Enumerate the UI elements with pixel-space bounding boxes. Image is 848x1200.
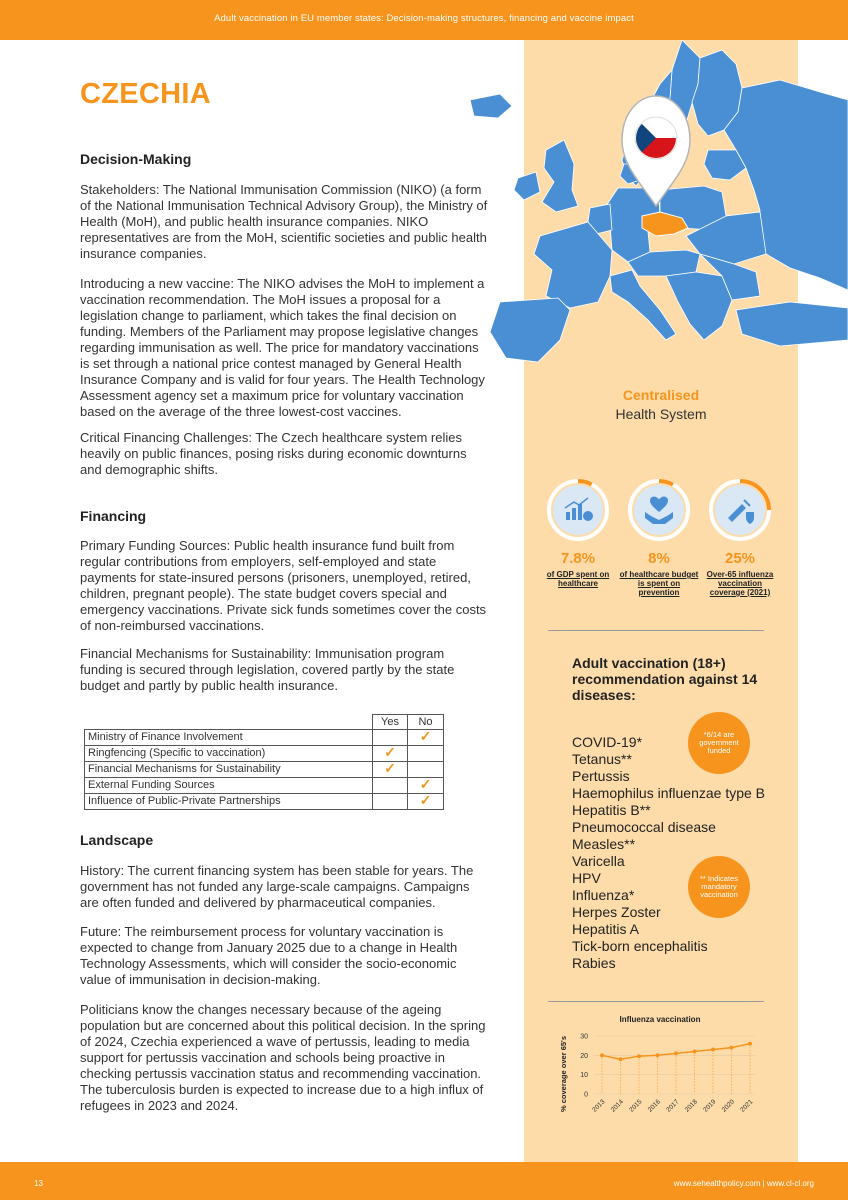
list-item: Hepatitis A — [572, 921, 639, 937]
politics-paragraph: Politicians know the changes necessary because of the ageing population but are concerned about this political decision. In the spring of 2024, Czechia experienced a wave of pertussis, leading to media support for pertussis vaccination and schools being proactive in checking pertussis vaccination status and recommending vaccination. The tuberculosis burden is expected to increase due to a high influx of refugees in 2023 and 2024. — [80, 1002, 486, 1113]
stat-gdp-label: of GDP spent on healthcare — [546, 570, 610, 588]
table-corner — [85, 715, 373, 730]
stat-prevention-value: 8% — [648, 550, 670, 567]
table-header-yes: Yes — [373, 715, 408, 730]
future-paragraph: Future: The reimbursement process for voluntary vaccination is expected to change from January 2025 due to a change in Health Technology Assessments, which will consider the socio-economic value of immunisation in decision-making. — [80, 924, 458, 987]
influenza-chart — [550, 1008, 770, 1128]
x-tick-label: 2021 — [739, 1098, 755, 1114]
stat-prevention-ring — [627, 478, 691, 542]
list-item: COVID-19* — [572, 734, 643, 750]
y-tick-label: 30 — [580, 1033, 588, 1041]
page-number: 13 — [34, 1179, 43, 1188]
health-system-type — [524, 387, 798, 422]
stat-flu-coverage-label: Over-65 influenza vaccination coverage (2021) — [706, 570, 774, 597]
health-system-type-bold: Centralised — [622, 387, 700, 403]
new-vaccine-paragraph: Introducing a new vaccine: The NIKO advises the MoH to implement a vaccination recommendation. The MoH issues a proposal for a legislation change to parliament, which takes the final decision on funding. Members of the Parliament may propose legislative changes regarding immunisation as well. The price for mandatory vaccinations is set through a national price contest managed by General Health Insurance Company and is valid for four years. The Health Technology Assessment agency set a maximum price for voluntary vaccination based on the average of the three lowest-cost vaccines. — [80, 276, 485, 419]
list-item: Hepatitis B** — [572, 802, 651, 818]
page-title: CZECHIA — [80, 78, 211, 110]
stat-gdp-value: 7.8% — [560, 550, 596, 567]
table-row — [85, 794, 444, 810]
table-cell-no — [408, 730, 444, 746]
stat-flu-coverage-value: 25% — [724, 550, 756, 567]
data-point — [730, 1046, 734, 1050]
x-tick-label: 2014 — [609, 1098, 625, 1114]
table-cell-no — [408, 746, 444, 762]
table-cell-no — [408, 794, 444, 810]
y-tick-label: 0 — [584, 1091, 588, 1099]
y-tick-label: 20 — [580, 1052, 588, 1060]
checkmark-icon: ✓ — [384, 760, 396, 776]
table-cell-yes — [373, 794, 408, 810]
data-point — [711, 1048, 715, 1052]
stakeholders-paragraph: Stakeholders: The National Immunisation Commission (NIKO) (a form of the National Immunisation Technical Advisory Group), the Ministry of Health (MoH), and public health insurance companies. NIKO representatives are from the MoH, scientific societies and public health insurance companies. — [80, 182, 488, 261]
list-item: Influenza* — [572, 887, 635, 903]
europe-map — [460, 40, 848, 390]
footer-bar — [0, 1162, 848, 1200]
table-row — [85, 762, 444, 778]
section-divider-2 — [548, 1001, 764, 1002]
table-row-label: External Funding Sources — [85, 778, 373, 794]
data-point — [637, 1054, 641, 1058]
mandatory-vaccination-note: ** Indicates mandatory vaccination — [688, 856, 750, 918]
chart-title: Influenza vaccination — [619, 1015, 701, 1024]
list-item: Herpes Zoster — [572, 904, 661, 920]
list-item: Tick-born encephalitis — [572, 938, 708, 954]
stat-prevention-label: of healthcare budget is spent on prevention — [619, 570, 699, 597]
progress-ring-arc — [659, 481, 673, 485]
checkmark-icon: ✓ — [419, 728, 432, 744]
chart-y-axis-label: % coverage over 65's — [559, 1036, 568, 1112]
header-bar — [0, 0, 848, 40]
list-item: HPV — [572, 870, 601, 886]
list-item: Pneumococcal disease — [572, 819, 716, 835]
checkmark-icon: ✓ — [419, 792, 432, 808]
x-tick-label: 2018 — [683, 1098, 699, 1114]
table-row — [85, 778, 444, 794]
table-row-label: Financial Mechanisms for Sustainability — [85, 762, 373, 778]
adult-vaccination-heading: Adult vaccination (18+) recommendation against 14 diseases: — [572, 655, 758, 703]
list-item: Pertussis — [572, 768, 630, 784]
financing-challenges-paragraph: Critical Financing Challenges: The Czech healthcare system relies heavily on public finances, posing risks during economic downturns and demographic shifts. — [80, 430, 467, 477]
table-cell-yes — [373, 778, 408, 794]
table-row-label: Ministry of Finance Involvement — [85, 730, 373, 746]
x-tick-label: 2016 — [646, 1098, 662, 1114]
sustainability-paragraph: Financial Mechanisms for Sustainability: Immunisation program funding is secured through legislation, covered partly by the state budget and partly by public health insurance. — [80, 646, 455, 693]
government-funded-note: *6/14 are government funded — [688, 712, 750, 774]
landscape-heading: Landscape — [80, 832, 154, 848]
list-item: Varicella — [572, 853, 625, 869]
financing-table — [84, 714, 444, 810]
table-row-label: Influence of Public-Private Partnerships — [85, 794, 373, 810]
financing-heading: Financing — [80, 508, 147, 524]
data-point — [619, 1057, 623, 1061]
data-point — [674, 1051, 678, 1055]
checkmark-icon: ✓ — [419, 776, 432, 792]
table-header-no: No — [408, 715, 444, 730]
data-point — [600, 1053, 604, 1057]
x-tick-label: 2019 — [702, 1098, 718, 1114]
header-title: Adult vaccination in EU member states: Decision-making structures, financing and vaccine impact — [214, 13, 634, 24]
list-item: Haemophilus influenzae type B — [572, 785, 766, 801]
stat-gdp-ring — [546, 478, 610, 542]
footer-links: www.sehealthpolicy.com | www.cl-cl.org — [673, 1179, 814, 1188]
table-row-label: Ringfencing (Specific to vaccination) — [85, 746, 373, 762]
x-tick-label: 2013 — [591, 1098, 607, 1114]
list-item: Tetanus** — [572, 751, 632, 767]
x-tick-label: 2017 — [665, 1098, 681, 1114]
list-item: Rabies — [572, 955, 616, 971]
data-point — [693, 1049, 697, 1053]
list-item: Measles** — [572, 836, 636, 852]
section-divider — [548, 630, 764, 631]
table-cell-yes — [373, 762, 408, 778]
y-tick-label: 10 — [580, 1072, 588, 1080]
data-point — [656, 1053, 660, 1057]
funding-sources-paragraph: Primary Funding Sources: Public health insurance fund built from regular contributions from employers, self-employed and state payments for state-insured persons (prisoners, unemployed, retired, children, pregnant people). The state budget covers special and emergency vaccinations. Private sick funds sometimes cover the costs of non-reimbursed vaccinations. — [80, 538, 487, 633]
stat-flu-coverage-ring — [708, 478, 772, 542]
health-system-type-label: Health System — [615, 406, 707, 422]
history-paragraph: History: The current financing system has been stable for years. The government has not funded any large-scale campaigns. Campaigns are often funded and delivered by pharmaceutical companies. — [80, 863, 474, 910]
decision-making-heading: Decision-Making — [80, 151, 192, 167]
progress-ring-arc — [578, 481, 592, 484]
disease-list — [572, 734, 765, 972]
x-tick-label: 2015 — [628, 1098, 644, 1114]
data-point — [748, 1042, 752, 1046]
checkmark-icon: ✓ — [384, 744, 396, 760]
x-tick-label: 2020 — [720, 1098, 736, 1114]
